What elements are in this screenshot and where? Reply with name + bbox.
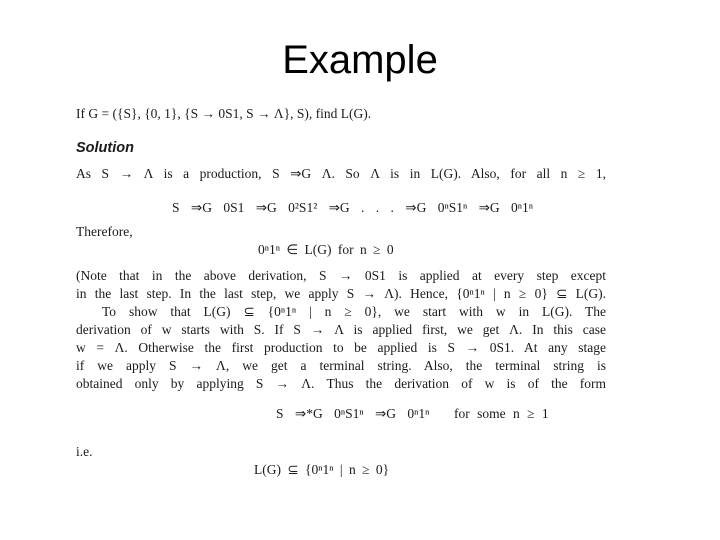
final-result: L(G) ⊆ {0ⁿ1ⁿ | n ≥ 0} [254,462,390,477]
result-equation: 0ⁿ1ⁿ ∈ L(G) for n ≥ 0 [258,242,394,257]
note-line: To show that L(G) ⊆ {0ⁿ1ⁿ | n ≥ 0}, we start with w in L(G). The [102,304,606,319]
note-line: (Note that in the above derivation, S → 0S1 is applied at every step except [76,268,606,283]
derivation-sequence: S ⇒G 0S1 ⇒G 0²S1² ⇒G . . . ⇒G 0ⁿS1ⁿ ⇒G 0ⁿ1ⁿ [172,200,534,215]
note-line: in the last step. In the last step, we apply S → Λ). Hence, {0ⁿ1ⁿ | n ≥ 0} ⊆ L(G). [76,286,606,301]
for-some-clause: for some n ≥ 1 [454,406,549,421]
solution-heading: Solution [76,140,134,156]
ie-label: i.e. [76,444,93,459]
therefore-label: Therefore, [76,224,133,239]
solution-paragraph: As S → Λ is a production, S ⇒G Λ. So Λ is in L(G). Also, for all n ≥ 1, [76,166,606,181]
note-line: if we apply S → Λ, we get a terminal string. Also, the terminal string is [76,358,606,373]
derivation-form: S ⇒*G 0ⁿS1ⁿ ⇒G 0ⁿ1ⁿ [276,406,430,421]
problem-statement: If G = ({S}, {0, 1}, {S → 0S1, S → Λ}, S), find L(G). [76,106,372,121]
note-line: obtained only by applying S → Λ. Thus the derivation of w is of the form [76,376,606,391]
slide-title: Example [282,38,438,82]
note-line: derivation of w starts with S. If S → Λ is applied first, we get Λ. In this case [76,322,606,337]
note-line: w = Λ. Otherwise the first production to be applied is S → 0S1. At any stage [76,340,606,355]
